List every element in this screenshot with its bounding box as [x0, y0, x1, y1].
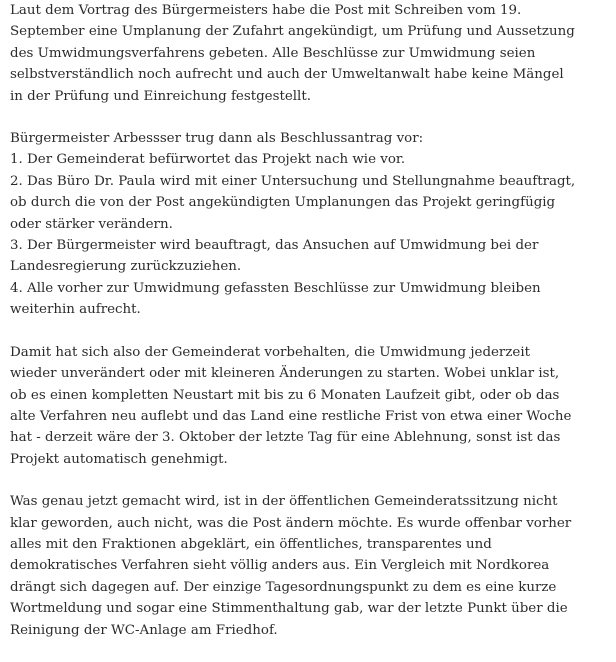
list-item: 1. Der Gemeinderat befürwortet das Projekt nach wie vor. — [10, 152, 406, 168]
paragraph-post-request — [10, 0, 613, 107]
text-line: alte Verfahren neu auflebt und das Land eine restliche Frist von etwa einer Woche — [10, 408, 572, 424]
text-line: Damit hat sich also der Gemeinderat vorbehalten, die Umwidmung jederzeit — [10, 344, 530, 360]
text-line: in der Prüfung und Einreichung festgestellt. — [10, 88, 311, 104]
text-line: Laut dem Vortrag des Bürgermeisters habe die Post mit Schreiben vom 19. — [10, 3, 522, 18]
text-line: ob es einen kompletten Neustart mit bis zu 6 Monaten Laufzeit gibt, oder ob das — [10, 387, 560, 403]
text-line: weiterhin aufrecht. — [10, 302, 141, 318]
text-line: September eine Umplanung der Zufahrt angekündigt, um Prüfung und Aussetzung — [10, 24, 575, 40]
text-line: Projekt automatisch genehmigt. — [10, 451, 228, 467]
text-line: drängt sich dagegen auf. Der einzige Tagesordnungspunkt zu dem es eine kurze — [10, 579, 557, 595]
paragraph-criticism — [10, 491, 613, 641]
paragraph-reservation — [10, 342, 613, 470]
article-body — [10, 0, 613, 662]
text-line: Landesregierung zurückzuziehen. — [10, 259, 242, 275]
text-line: Bürgermeister Arbessser trug dann als Beschlussantrag vor: — [10, 131, 424, 147]
text-line: wieder unverändert oder mit kleineren Änderungen zu starten. Wobei unklar ist, — [10, 366, 560, 382]
list-item: 3. Der Bürgermeister wird beauftragt, das Ansuchen auf Umwidmung bei der — [10, 238, 539, 254]
list-item: 2. Das Büro Dr. Paula wird mit einer Untersuchung und Stellungnahme beauftragt, — [10, 173, 576, 189]
text-line: Was genau jetzt gemacht wird, ist in der öffentlichen Gemeinderatssitzung nicht — [10, 494, 558, 510]
text-line: hat - derzeit wäre der 3. Oktober der letzte Tag für eine Ablehnung, sonst ist das — [10, 430, 561, 446]
text-line: des Umwidmungsverfahrens gebeten. Alle Beschlüsse zur Umwidmung seien — [10, 45, 536, 61]
paragraph-motion — [10, 128, 613, 321]
text-line: selbstverständlich noch aufrecht und auch der Umweltanwalt habe keine Mängel — [10, 67, 564, 83]
text-line: oder stärker verändern. — [10, 216, 173, 232]
text-line: Reinigung der WC-Anlage am Friedhof. — [10, 622, 278, 638]
text-line: demokratisches Verfahren sieht völlig anders aus. Ein Vergleich mit Nordkorea — [10, 558, 550, 574]
text-line: ob durch die von der Post angekündigten Umplanungen das Projekt geringfügig — [10, 195, 556, 211]
text-line: alles mit den Fraktionen abgeklärt, ein öffentliches, transparentes und — [10, 536, 492, 552]
text-line: klar geworden, auch nicht, was die Post ändern möchte. Es wurde offenbar vorher — [10, 515, 572, 531]
list-item: 4. Alle vorher zur Umwidmung gefassten Beschlüsse zur Umwidmung bleiben — [10, 280, 541, 296]
text-line: Wortmeldung und sogar eine Stimmenthaltung gab, war der letzte Punkt über die — [10, 601, 568, 617]
